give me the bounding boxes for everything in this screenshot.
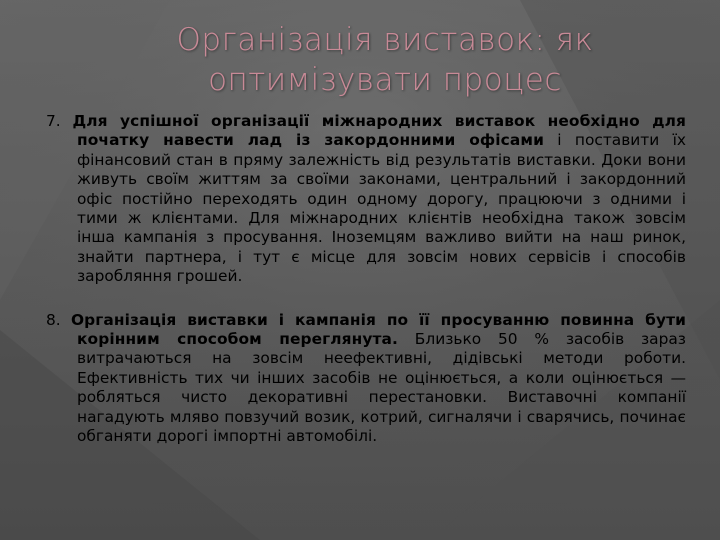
- paragraph-number: 7.: [46, 112, 73, 130]
- paragraph-8: [46, 311, 686, 447]
- slide-title: Організація виставок: як оптимізувати процес: [176, 22, 594, 98]
- paragraph-7: [46, 112, 686, 287]
- paragraph-emphasis: Для успішної організації міжнародних виставок необхідно для початку навести лад із закордонними офісами: [72, 112, 686, 150]
- paragraph-text: і поставити їх фінансовий стан в пряму залежність від результатів виставки. Доки вони живуть своїм життям за своїми законами, центральний і закордонний офіс постійно переходять один одному дорогу, працюючи з одними і тими ж клієнтами. Для міжнародних клієнтів необхідна також зовсім інша кампанія з просування. Іноземцям важливо вийти на наш ринок, знайти партнера, і тут є місце для зовсім нових сервісів і способів заробляння грошей.: [77, 131, 686, 286]
- paragraph-text: Близько 50 % засобів зараз витрачаються на зовсім неефективні, дідівські методи роботи. Ефективність тих чи інших засобів не оцінюється, а коли оцінюється — робляться чисто декоративні перестановки. Виставочні компанії нагадують мляво повзучий возик, котрий, сигналячи і сварячись, починає обганяти дорогі імпортні автомобілі.: [77, 330, 686, 446]
- slide-body: [46, 112, 686, 447]
- paragraph-number: 8.: [46, 310, 71, 329]
- paragraph-emphasis: Організація виставки і кампанія по її просуванню повинна бути корінним способом переглянута.: [70, 310, 686, 349]
